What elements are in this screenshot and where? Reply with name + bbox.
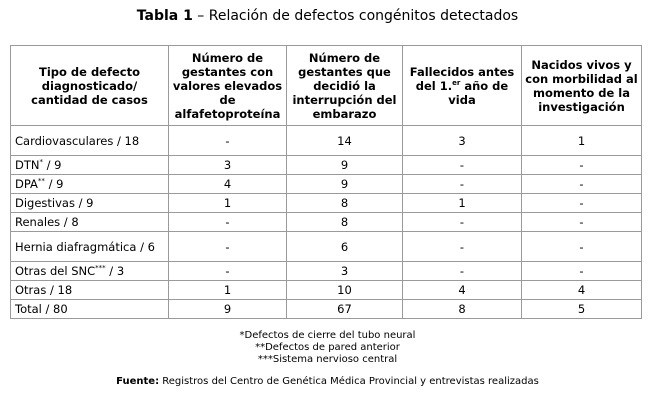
table-row <box>11 232 642 262</box>
cell-live-born: 4 <box>522 281 642 300</box>
cell-afp: 4 <box>169 175 287 194</box>
cell-live-born: - <box>522 156 642 175</box>
cell-interruption: 8 <box>287 213 403 232</box>
cell-afp: - <box>169 213 287 232</box>
header-defect-type: Tipo de defecto diagnosticado/ cantidad de casos <box>11 46 169 126</box>
cell-afp: 1 <box>169 194 287 213</box>
cell-interruption: 14 <box>287 126 403 156</box>
footnote-mark: *** <box>95 264 106 273</box>
defect-name: Otras <box>15 283 47 297</box>
cell-live-born: 1 <box>522 126 642 156</box>
table-title <box>0 8 655 24</box>
cell-afp: 1 <box>169 281 287 300</box>
cell-defect-type <box>11 194 169 213</box>
title-text: Relación de defectos congénitos detectados <box>208 8 519 24</box>
cell-deceased: 1 <box>403 194 522 213</box>
case-count: / 80 <box>41 302 68 316</box>
defect-name: Hernia diafragmática <box>15 239 137 254</box>
cell-interruption: 9 <box>287 156 403 175</box>
header-deceased-sup: er <box>452 78 461 87</box>
cell-deceased: - <box>403 175 522 194</box>
header-row <box>11 46 642 126</box>
table-row <box>11 281 642 300</box>
cell-deceased: - <box>403 156 522 175</box>
cell-afp: - <box>169 262 287 281</box>
header-live-born: Nacidos vivos y con morbilidad al momento de la investigación <box>522 46 642 126</box>
case-count: / 9 <box>42 158 62 172</box>
cell-live-born: - <box>522 194 642 213</box>
cell-deceased: 3 <box>403 126 522 156</box>
cell-defect-type <box>11 213 169 232</box>
cell-interruption: 9 <box>287 175 403 194</box>
cell-afp: 9 <box>169 300 287 319</box>
defect-name: Cardiovasculares <box>15 133 114 148</box>
table-row <box>11 126 642 156</box>
title-dash: – <box>192 8 209 24</box>
cell-interruption: 6 <box>287 232 403 262</box>
table-row <box>11 300 642 319</box>
header-interruption: Número de gestantes que decidió la interrupción del embarazo <box>287 46 403 126</box>
defect-name: Total <box>15 302 42 316</box>
cell-defect-type <box>11 300 169 319</box>
footnotes <box>0 330 655 366</box>
cell-live-born: - <box>522 262 642 281</box>
cell-defect-type <box>11 175 169 194</box>
defect-name: Digestivas <box>15 196 75 210</box>
defects-table <box>10 45 642 319</box>
cell-deceased: - <box>403 213 522 232</box>
cell-live-born: - <box>522 232 642 262</box>
case-count: / 8 <box>60 215 79 229</box>
table-row <box>11 156 642 175</box>
defect-name: Renales <box>15 215 61 229</box>
cell-interruption: 8 <box>287 194 403 213</box>
cell-afp: - <box>169 126 287 156</box>
cell-deceased: 8 <box>403 300 522 319</box>
header-deceased <box>403 46 522 126</box>
cell-live-born: 5 <box>522 300 642 319</box>
table-body <box>11 126 642 319</box>
table-row <box>11 194 642 213</box>
cell-live-born: - <box>522 175 642 194</box>
defect-name: DPA <box>15 177 38 191</box>
case-count: / 18 <box>113 133 140 148</box>
table-row <box>11 175 642 194</box>
defect-name: DTN <box>15 158 40 172</box>
cell-interruption: 67 <box>287 300 403 319</box>
footnote-mark: ** <box>37 177 45 186</box>
header-deceased-text: Fallecidos antes del 1. <box>409 64 515 93</box>
header-afp: Número de gestantes con valores elevados de alfafetoproteína <box>169 46 287 126</box>
footnote: **Defectos de pared anterior <box>255 342 400 353</box>
footnote: *Defectos de cierre del tubo neural <box>239 330 416 341</box>
cell-defect-type <box>11 126 169 156</box>
cell-defect-type <box>11 262 169 281</box>
cell-defect-type <box>11 232 169 262</box>
cell-interruption: 10 <box>287 281 403 300</box>
case-count: / 9 <box>74 196 94 210</box>
table-number: Tabla 1 <box>136 8 193 24</box>
cell-deceased: - <box>403 262 522 281</box>
cell-deceased: 4 <box>403 281 522 300</box>
case-count: / 3 <box>105 264 125 278</box>
case-count: / 9 <box>44 177 64 191</box>
cell-interruption: 3 <box>287 262 403 281</box>
cell-defect-type <box>11 156 169 175</box>
source-note <box>0 376 655 387</box>
source-text: Registros del Centro de Genética Médica Provincial y entrevistas realizadas <box>159 376 539 387</box>
table-row <box>11 262 642 281</box>
cell-afp: - <box>169 232 287 262</box>
footnote: ***Sistema nervioso central <box>257 354 398 365</box>
cell-afp: 3 <box>169 156 287 175</box>
defect-name: Otras del SNC <box>15 264 96 278</box>
header-deceased-suffix: año de vida <box>448 78 509 107</box>
table-row <box>11 213 642 232</box>
case-count: / 6 <box>136 239 155 254</box>
footnote-mark: * <box>39 158 43 167</box>
cell-live-born: - <box>522 213 642 232</box>
cell-defect-type <box>11 281 169 300</box>
cell-deceased: - <box>403 232 522 262</box>
source-label: Fuente: <box>116 376 160 387</box>
case-count: / 18 <box>46 283 73 297</box>
